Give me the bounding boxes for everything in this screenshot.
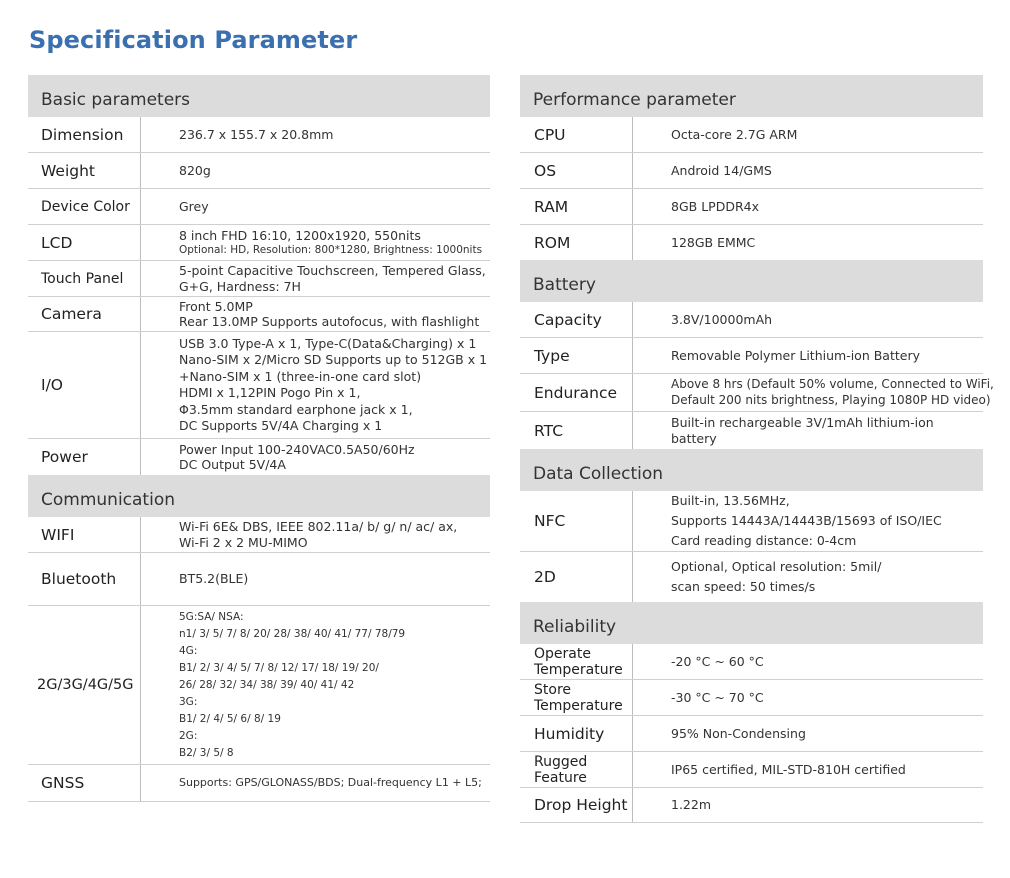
spec-value: 236.7 x 155.7 x 20.8mm [179,126,334,142]
spec-row-nfc [520,491,983,552]
spec-label: Camera [28,297,141,331]
spec-value: 128GB EMMC [671,234,756,250]
spec-value: 1.22m [671,797,712,813]
spec-label: LCD [28,225,141,260]
spec-label: Drop Height [520,788,633,822]
spec-label: 2G/3G/4G/5G [28,606,141,764]
spec-row-io [28,332,490,439]
spec-row-type [520,338,983,374]
section-header-battery: Battery [520,260,983,302]
spec-value: 3.8V/10000mAh [671,311,773,327]
spec-label: Touch Panel [28,261,141,296]
spec-label: Weight [28,153,141,188]
spec-row-cellular [28,606,490,765]
spec-row-cpu [520,117,983,153]
spec-value: 5-point Capacitive Touchscreen, Tempered Glass, G+G, Hardness: 7H [179,263,486,294]
spec-row-device-color [28,189,490,225]
spec-row-weight [28,153,490,189]
spec-row-power [28,439,490,475]
spec-row-endurance [520,374,994,412]
spec-value: 95% Non-Condensing [671,725,806,741]
spec-value: Front 5.0MP Rear 13.0MP Supports autofocus, with flashlight [179,298,480,329]
spec-label: Capacity [520,302,633,337]
section-header-data-collection: Data Collection [520,449,983,491]
spec-row-drop-height [520,788,983,823]
spec-row-gnss [28,765,490,802]
spec-row-lcd [28,225,490,261]
spec-label: GNSS [28,765,141,801]
spec-label: WIFI [28,517,141,552]
spec-value: Power Input 100-240VAC0.5A50/60Hz DC Output 5V/4A [179,441,415,472]
spec-label: ROM [520,225,633,260]
spec-row-2d [520,552,983,602]
spec-value: 820g [179,162,211,178]
spec-label: Power [28,439,141,475]
spec-row-os [520,153,983,189]
spec-row-dimension [28,117,490,153]
spec-label: Humidity [520,716,633,751]
spec-value: Supports: GPS/GLONASS/BDS; Dual-frequency L1 + L5; [179,776,482,790]
spec-value: Built-in, 13.56MHz, Supports 14443A/14443B/15693 of ISO/IEC Card reading distance: 0-4cm [671,493,942,548]
spec-value [141,225,490,260]
section-header-basic: Basic parameters [28,75,490,117]
spec-value: 8GB LPDDR4x [671,198,759,214]
spec-value-sub: Optional: HD, Resolution: 800*1280, Brightness: 1000nits [179,243,483,256]
spec-label: 2D [520,552,633,602]
spec-label: Endurance [520,374,633,411]
spec-label: RTC [520,412,633,449]
spec-label: Device Color [28,189,141,224]
spec-label: Dimension [28,117,141,152]
spec-value: Octa-core 2.7G ARM [671,126,798,142]
right-column [520,75,994,823]
spec-row-store-temperature [520,680,983,716]
section-header-communication: Communication [28,475,490,517]
spec-value: Removable Polymer Lithium-ion Battery [671,347,920,363]
spec-label: Type [520,338,633,373]
spec-value: -30 °C ~ 70 °C [671,689,764,705]
spec-value: Built-in rechargeable 3V/1mAh lithium-ion battery [671,415,934,446]
section-header-performance: Performance parameter [520,75,983,117]
spec-label: Bluetooth [28,553,141,605]
spec-label: Rugged Feature [520,752,633,787]
spec-label: Store Temperature [520,680,633,715]
spec-value: IP65 certified, MIL-STD-810H certified [671,761,906,777]
spec-label: RAM [520,189,633,224]
page-title: Specification Parameter [29,26,358,54]
spec-label: CPU [520,117,633,152]
spec-row-wifi [28,517,490,553]
spec-row-bluetooth [28,553,490,606]
spec-row-camera [28,297,490,332]
spec-row-rugged-feature [520,752,983,788]
spec-value-main: 8 inch FHD 16:10, 1200x1920, 550nits [179,228,421,244]
spec-row-ram [520,189,983,225]
spec-row-rtc [520,412,983,449]
left-column [28,75,490,802]
spec-value: -20 °C ~ 60 °C [671,653,764,669]
spec-row-humidity [520,716,983,752]
spec-value: Wi-Fi 6E& DBS, IEEE 802.11a/ b/ g/ n/ ac/ ax, Wi-Fi 2 x 2 MU-MIMO [179,519,458,550]
spec-value: BT5.2(BLE) [179,571,249,587]
spec-value: Above 8 hrs (Default 50% volume, Connected to WiFi, Default 200 nits brightness, Playing 1080P HD video) [671,377,994,407]
spec-row-rom [520,225,983,260]
spec-label: OS [520,153,633,188]
spec-value: 5G:SA/ NSA: n1/ 3/ 5/ 7/ 8/ 20/ 28/ 38/ 40/ 41/ 77/ 78/79 4G: B1/ 2/ 3/ 4/ 5/ 7/ 8/ 12/ 17/ 18/ 19/ 20/ 26/ 28/ 32/ 34/ 38/ 39/ 40/ 41/ 42 3G: B1/ 2/ 4/ 5/ 6/ 8/ 19 2G: B2/ 3/ 5/ 8 [179,610,406,759]
spec-row-touch-panel [28,261,490,297]
spec-value: Grey [179,198,209,214]
spec-value: Android 14/GMS [671,162,772,178]
spec-label: I/O [28,332,141,438]
spec-label: Operate Temperature [520,644,633,679]
spec-row-operate-temperature [520,644,983,680]
spec-row-capacity [520,302,983,338]
spec-value: USB 3.0 Type-A x 1, Type-C(Data&Charging) x 1 Nano-SIM x 2/Micro SD Supports up to 512GB x 1 +Nano-SIM x 1 (three-in-one card slot) HDMI x 1,12PIN Pogo Pin x 1, Φ3.5mm standard earphone jack x 1, DC Supports 5V/4A Charging x 1 [179,335,488,433]
spec-label: NFC [520,491,633,551]
section-header-reliability: Reliability [520,602,983,644]
spec-value: Optional, Optical resolution: 5mil/ scan speed: 50 times/s [671,559,882,594]
